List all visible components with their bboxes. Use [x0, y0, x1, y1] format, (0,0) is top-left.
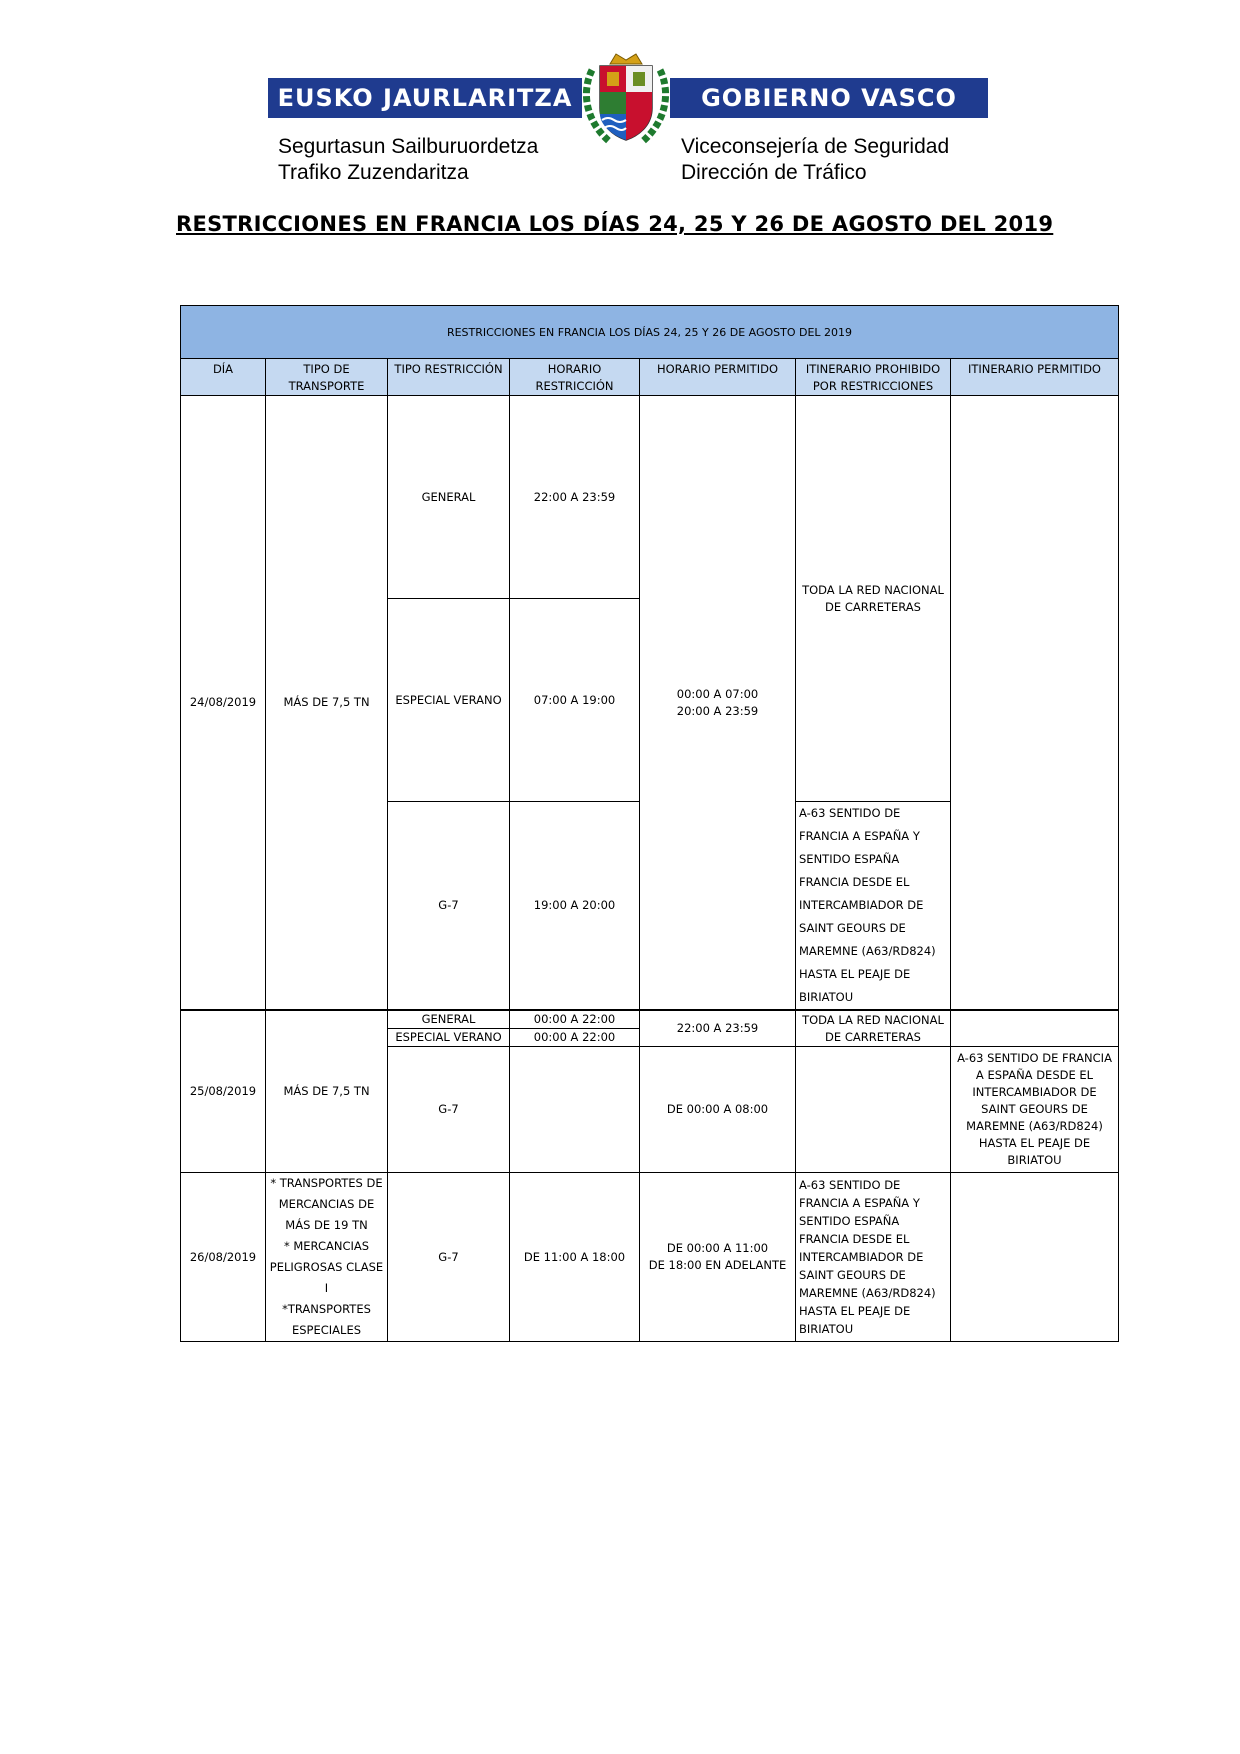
day24-prohibited-b-l8: HASTA EL PEAJE DE	[799, 967, 911, 981]
day24-r1-hours: 22:00 A 23:59	[510, 396, 640, 599]
header-horario-permitido	[640, 359, 796, 396]
day25-allowed-a: 22:00 A 23:59	[640, 1010, 796, 1047]
header-tipo-restriccion-text: TIPO RESTRICCIÓN	[394, 362, 503, 376]
banner-gobierno-vasco	[670, 78, 988, 118]
day24-prohibited-b-l9: BIRIATOU	[799, 990, 854, 1004]
day26-date: 26/08/2019	[181, 1173, 266, 1342]
day26-transport-l1: * TRANSPORTES DE	[270, 1176, 383, 1190]
table-row	[181, 1173, 1119, 1342]
day25-permitted-l6: HASTA EL PEAJE DE	[978, 1136, 1091, 1150]
day24-r1-type: GENERAL	[388, 396, 510, 599]
day25-r1-hours: 00:00 A 22:00	[510, 1010, 640, 1029]
header-tipo-transporte-l2: TRANSPORTE	[288, 379, 365, 393]
day26-transport-l4: * MERCANCIAS	[283, 1239, 370, 1253]
day24-date: 24/08/2019	[181, 396, 266, 1011]
day26-allowed-l2: DE 18:00 EN ADELANTE	[648, 1258, 787, 1272]
header-tipo-transporte-l1: TIPO DE	[303, 362, 350, 376]
day26-prohibited-l5: INTERCAMBIADOR DE	[799, 1250, 924, 1264]
table-header-row	[181, 359, 1119, 396]
banner-right-text: GOBIERNO VASCO	[701, 84, 957, 112]
day26-transport	[266, 1173, 388, 1342]
day24-prohibited-a-l2: DE CARRETERAS	[825, 599, 921, 614]
day24-allowed-l2: 20:00 A 23:59	[676, 703, 759, 718]
day24-allowed-l1: 00:00 A 07:00	[676, 686, 759, 701]
header-itinerario-permitido-text: ITINERARIO PERMITIDO	[968, 362, 1101, 376]
subtitle-basque-line1: Segurtasun Sailburuordetza	[278, 135, 539, 158]
day25-permitted-l5: MAREMNE (A63/RD824)	[966, 1119, 1103, 1133]
day26-prohibited-l9: BIRIATOU	[799, 1322, 854, 1336]
day26-r-type: G-7	[388, 1173, 510, 1342]
day24-r2-hours: 07:00 A 19:00	[510, 599, 640, 802]
day26-permitted	[951, 1173, 1119, 1342]
coat-of-arms-icon	[580, 50, 672, 148]
day24-prohibited-b-l7: MAREMNE (A63/RD824)	[799, 944, 936, 958]
restrictions-table	[180, 305, 1119, 1342]
header-itinerario-prohibido-l2: POR RESTRICCIONES	[812, 379, 934, 393]
day26-transport-l8: ESPECIALES	[291, 1323, 362, 1337]
day26-prohibited-l1: A-63 SENTIDO DE	[799, 1178, 901, 1192]
subtitle-basque	[278, 134, 538, 186]
day24-r3-type: G-7	[388, 802, 510, 1011]
day26-transport-l2: MERCANCIAS DE	[278, 1197, 375, 1211]
day24-permitted	[951, 396, 1119, 1011]
day24-prohibited-b-l4: FRANCIA DESDE EL	[799, 875, 910, 889]
day26-transport-l5: PELIGROSAS CLASE	[269, 1260, 384, 1274]
day26-prohibited-l2: FRANCIA A ESPAÑA Y	[799, 1196, 920, 1210]
day26-transport-l6: I	[324, 1281, 329, 1295]
day26-prohibited-l8: HASTA EL PEAJE DE	[799, 1304, 911, 1318]
subtitle-spanish-line1: Viceconsejería de Seguridad	[681, 135, 950, 158]
day26-prohibited	[796, 1173, 951, 1342]
day25-r3-hours	[510, 1047, 640, 1173]
subtitle-spanish-line2: Dirección de Tráfico	[681, 161, 867, 184]
day24-prohibited-b-l5: INTERCAMBIADOR DE	[799, 898, 924, 912]
day24-prohibited-b-l6: SAINT GEOURS DE	[799, 921, 906, 935]
day25-permitted-l1: A-63 SENTIDO DE FRANCIA	[957, 1051, 1112, 1065]
day25-r3-type: G-7	[388, 1047, 510, 1173]
header-horario-permitido-text: HORARIO PERMITIDO	[656, 362, 778, 376]
day26-prohibited-l7: MAREMNE (A63/RD824)	[799, 1286, 936, 1300]
day26-prohibited-l4: FRANCIA DESDE EL	[799, 1232, 910, 1246]
day24-prohibited-b-l2: FRANCIA A ESPAÑA Y	[799, 829, 920, 843]
day25-prohibited	[796, 1010, 951, 1047]
day26-prohibited-l3: SENTIDO ESPAÑA	[799, 1214, 900, 1228]
header-horario-restriccion-l1: HORARIO	[547, 362, 602, 376]
banner-left-text: EUSKO JAURLARITZA	[277, 84, 573, 112]
header-tipo-restriccion	[388, 359, 510, 396]
banner-eusko-jaurlaritza	[268, 78, 582, 118]
day24-r3-hours: 19:00 A 20:00	[510, 802, 640, 1011]
day25-permitted-a	[951, 1010, 1119, 1047]
header-dia	[181, 359, 266, 396]
day26-transport-l7: *TRANSPORTES	[282, 1302, 371, 1316]
day25-date: 25/08/2019	[181, 1010, 266, 1173]
day25-r1-type: GENERAL	[388, 1010, 510, 1029]
day25-prohibited-l2: DE CARRETERAS	[825, 1029, 921, 1044]
table-row	[181, 396, 1119, 599]
header-horario-restriccion-l2: RESTRICCIÓN	[535, 379, 614, 393]
day26-allowed	[640, 1173, 796, 1342]
day25-permitted-l4: SAINT GEOURS DE	[981, 1102, 1088, 1116]
subtitle-basque-line2: Trafiko Zuzendaritza	[278, 161, 469, 184]
table-row	[181, 1010, 1119, 1029]
day25-permitted-l3: INTERCAMBIADOR DE	[972, 1085, 1097, 1099]
day26-r-hours: DE 11:00 A 18:00	[510, 1173, 640, 1342]
day25-permitted-l2: A ESPAÑA DESDE EL	[975, 1068, 1094, 1082]
day26-transport-l3: MÁS DE 19 TN	[285, 1218, 368, 1232]
table-title: RESTRICCIONES EN FRANCIA LOS DÍAS 24, 25 Y 26 DE AGOSTO DEL 2019	[181, 306, 1119, 359]
day25-permitted-l7: BIRIATOU	[1007, 1153, 1062, 1167]
header-horario-restriccion	[510, 359, 640, 396]
header-itinerario-permitido	[951, 359, 1119, 396]
day25-prohibited-l1: TODA LA RED NACIONAL	[802, 1012, 944, 1027]
day24-transport: MÁS DE 7,5 TN	[266, 396, 388, 1011]
day24-prohibited-b-l1: A-63 SENTIDO DE	[799, 806, 901, 820]
day26-prohibited-l6: SAINT GEOURS DE	[799, 1268, 906, 1282]
day24-prohibited-b	[796, 802, 951, 1011]
day24-prohibited-b-l3: SENTIDO ESPAÑA	[799, 852, 900, 866]
header-dia-text: DÍA	[212, 362, 234, 376]
table-title-row	[181, 306, 1119, 359]
day26-allowed-l1: DE 00:00 A 11:00	[666, 1241, 769, 1255]
subtitle-spanish	[681, 134, 949, 186]
day25-prohibited-b	[796, 1047, 951, 1173]
day25-r2-hours: 00:00 A 22:00	[510, 1029, 640, 1047]
day25-allowed-b: DE 00:00 A 08:00	[640, 1047, 796, 1173]
day25-permitted	[951, 1047, 1119, 1173]
day24-prohibited-a	[796, 396, 951, 802]
day24-r2-type: ESPECIAL VERANO	[388, 599, 510, 802]
day24-allowed	[640, 396, 796, 1011]
document-title: RESTRICCIONES EN FRANCIA LOS DÍAS 24, 25 Y 26 DE AGOSTO DEL 2019	[176, 212, 1054, 236]
header-tipo-transporte	[266, 359, 388, 396]
day25-r2-type: ESPECIAL VERANO	[388, 1029, 510, 1047]
day24-prohibited-a-l1: TODA LA RED NACIONAL	[802, 582, 944, 597]
day25-transport: MÁS DE 7,5 TN	[266, 1010, 388, 1173]
header-itinerario-prohibido	[796, 359, 951, 396]
header-itinerario-prohibido-l1: ITINERARIO PROHIBIDO	[805, 362, 941, 376]
